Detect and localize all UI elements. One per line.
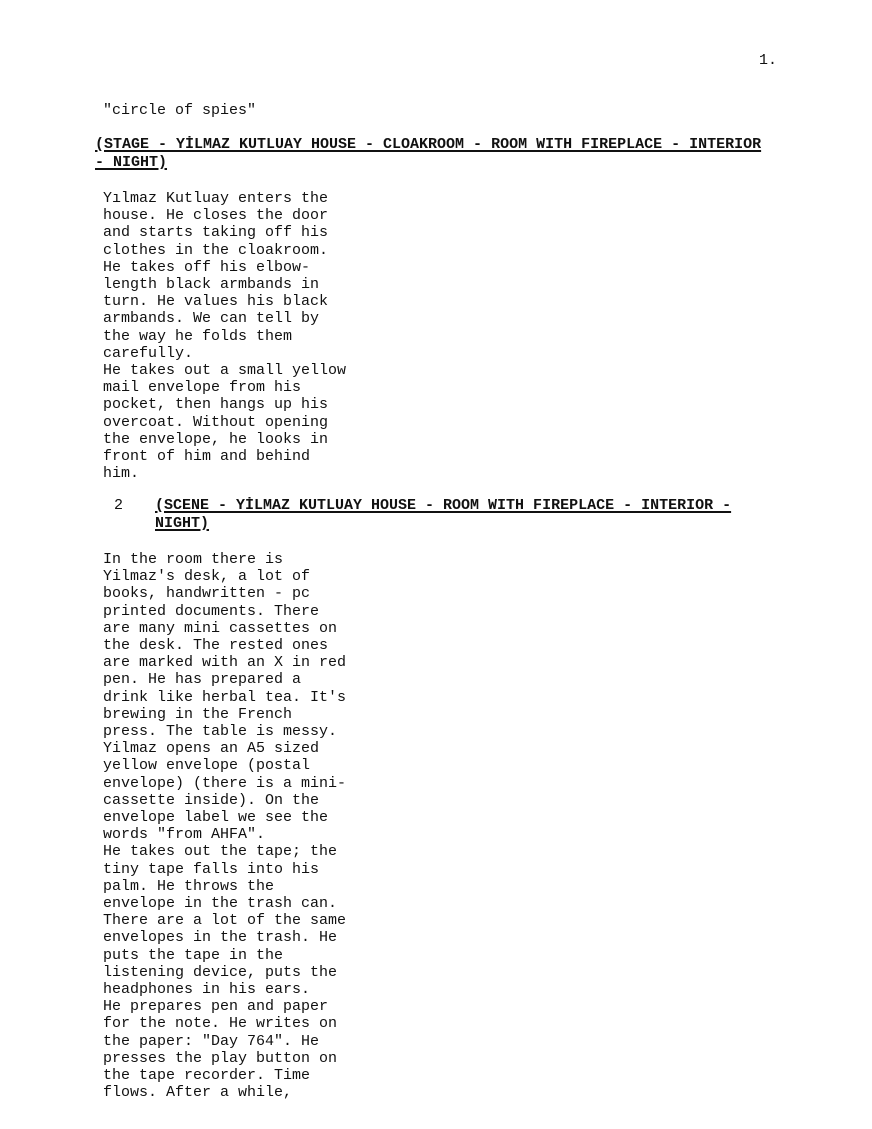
action-line: armbands. We can tell by — [103, 310, 320, 328]
action-block-2 — [103, 551, 403, 1102]
scene-heading-line: (STAGE - YİLMAZ KUTLUAY HOUSE - CLOAKROOM - ROOM WITH FIREPLACE - INTERIOR — [95, 136, 762, 153]
action-line: the tape recorder. Time — [103, 1067, 311, 1085]
action-line: front of him and behind — [103, 448, 311, 466]
scene-heading-line: NIGHT) — [155, 515, 210, 532]
action-line: Yılmaz Kutluay enters the — [103, 190, 329, 207]
action-line: pen. He has prepared a — [103, 671, 302, 689]
scene-heading-2 — [155, 497, 731, 533]
action-line: house. He closes the door — [103, 207, 329, 225]
action-line: books, handwritten - pc — [103, 585, 311, 603]
action-line: carefully. — [103, 344, 194, 362]
action-line: mail envelope from his — [103, 379, 302, 397]
action-line: press. The table is messy. — [103, 723, 338, 741]
action-line: He takes off his elbow- — [103, 258, 311, 276]
action-line: He takes out a small yellow — [103, 362, 347, 380]
action-line: There are a lot of the same — [103, 912, 347, 930]
action-line: him. — [103, 465, 140, 483]
action-line: flows. After a while, — [103, 1084, 293, 1102]
action-line: presses the play button on — [103, 1049, 338, 1067]
scene-heading-line: (SCENE - YİLMAZ KUTLUAY HOUSE - ROOM WITH FIREPLACE - INTERIOR - — [155, 497, 732, 514]
action-line: drink like herbal tea. It's — [103, 688, 347, 706]
action-line: the way he folds them — [103, 327, 293, 345]
scene-number: 2 — [114, 497, 124, 514]
script-title: "circle of spies" — [103, 102, 257, 119]
action-line: the envelope, he looks in — [103, 430, 329, 448]
action-line: for the note. He writes on — [103, 1015, 338, 1033]
action-line: puts the tape in the — [103, 946, 284, 964]
action-line: are many mini cassettes on — [103, 619, 338, 637]
action-line: turn. He values his black — [103, 293, 329, 311]
action-line: brewing in the French — [103, 705, 293, 723]
action-line: Yilmaz opens an A5 sized — [103, 740, 320, 758]
action-line: words "from AHFA". — [103, 826, 266, 844]
action-line: envelope) (there is a mini- — [103, 774, 347, 792]
action-line: Yilmaz's desk, a lot of — [103, 568, 311, 586]
scene-heading-1 — [95, 136, 761, 172]
action-line: the desk. The rested ones — [103, 637, 329, 655]
action-line: the paper: "Day 764". He — [103, 1032, 320, 1050]
action-line: envelopes in the trash. He — [103, 929, 338, 947]
action-line: clothes in the cloakroom. — [103, 241, 329, 259]
action-line: are marked with an X in red — [103, 654, 347, 672]
action-line: In the room there is — [103, 551, 284, 568]
action-line: tiny tape falls into his — [103, 860, 320, 878]
action-line: palm. He throws the — [103, 877, 275, 895]
action-line: He takes out the tape; the — [103, 843, 338, 861]
scene-heading-line: - NIGHT) — [95, 154, 168, 171]
action-line: envelope in the trash can. — [103, 895, 338, 913]
page-number: 1. — [759, 52, 778, 69]
action-block-1 — [103, 190, 403, 482]
action-line: envelope label we see the — [103, 809, 329, 827]
action-line: listening device, puts the — [103, 963, 338, 981]
action-line: cassette inside). On the — [103, 791, 320, 809]
action-line: He prepares pen and paper — [103, 998, 329, 1016]
action-line: overcoat. Without opening — [103, 413, 329, 431]
action-line: and starts taking off his — [103, 224, 329, 242]
action-line: printed documents. There — [103, 602, 320, 620]
action-line: pocket, then hangs up his — [103, 396, 329, 414]
action-line: headphones in his ears. — [103, 981, 311, 999]
action-line: yellow envelope (postal — [103, 757, 311, 775]
action-line: length black armbands in — [103, 276, 320, 294]
